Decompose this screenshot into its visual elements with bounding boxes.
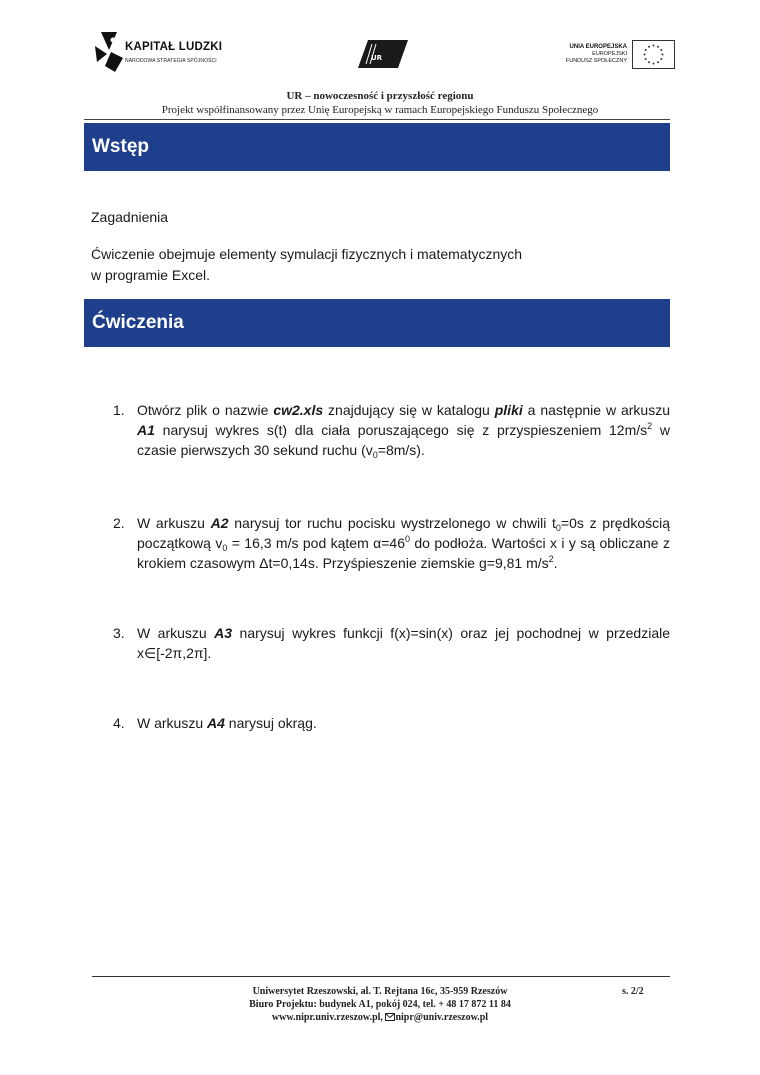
delta-symbol: Δ [259, 555, 269, 571]
sheet-name: A2 [210, 515, 229, 531]
kapital-ludzki-title: KAPITAŁ LUDZKI [125, 41, 223, 53]
file-name: cw2.xls [273, 402, 324, 418]
header-project-note: Projekt współfinansowany przez Unię Europejską w ramach Europejskiego Funduszu Społecznego [161, 104, 599, 116]
kapital-ludzki-subtitle: NARODOWA STRATEGIA SPÓJNOŚCI [125, 58, 217, 64]
footer-website[interactable]: www.nipr.univ.rzeszow.pl, [271, 1012, 386, 1023]
footer-contact [0, 1012, 760, 1023]
intro-text-line1: Ćwiczenie obejmuje elementy symulacji fizycznych i matematycznych [91, 246, 523, 262]
exercise-number: 2. [113, 515, 125, 531]
envelope-icon [385, 1013, 395, 1021]
eu-logo [565, 40, 675, 70]
sheet-name: A1 [137, 422, 155, 438]
folder-name: pliki [494, 402, 523, 418]
exercise-number: 1. [113, 402, 125, 418]
exercise-item-1: 1. Otwórz plik o nazwie cw2.xls znajdujący się w katalogu pliki a następnie w arkuszu A1 narysuj wykres s(t) dla ciała poruszającego się z przyspieszeniem $12m/s^2$ w czasie pierwszych 30 sekund ruchu $(v_0=8m/s)$. [113, 402, 670, 460]
kapital-ludzki-emblem-icon [95, 32, 125, 74]
intro-label: Zagadnienia [91, 209, 169, 225]
ur-logo [358, 40, 408, 68]
section-intro-heading: Wstęp [84, 123, 670, 171]
intro-text [91, 244, 651, 286]
eu-flag-icon [632, 40, 675, 69]
intro-text-line2: w programie Excel. [91, 267, 211, 283]
eu-line2: EUROPEJSKI [592, 51, 627, 57]
footer-email[interactable]: nipr@univ.rzeszow.pl [395, 1012, 489, 1023]
kapital-ludzki-logo [95, 32, 235, 74]
ur-emblem-icon [358, 40, 408, 68]
exercise-number: 3. [113, 625, 125, 641]
eu-logo-text [566, 44, 627, 65]
ur-logo-text: UR [371, 54, 383, 62]
section-exercises-heading: Ćwiczenia [84, 299, 670, 347]
sheet-name: A3 [214, 625, 233, 641]
page-number: s. 2/2 [622, 986, 644, 997]
sheet-name: A4 [207, 715, 225, 731]
exercise-item-3: 3. W arkuszu A3 narysuj wykres funkcji f(x)=sin(x) oraz jej pochodnej w przedziale x∈[-2π,2π]. [113, 625, 670, 661]
exercise-item-4: 4. W arkuszu A4 narysuj okrąg. [113, 715, 317, 731]
alpha-symbol: α [373, 535, 382, 551]
footer-divider [92, 976, 670, 977]
header-slogan: UR – nowoczesność i przyszłość regionu [286, 90, 474, 102]
eu-line3: FUNDUSZ SPOŁECZNY [565, 58, 627, 64]
eu-line1: UNIA EUROPEJSKA [569, 44, 627, 50]
footer-office: Biuro Projektu: budynek A1, pokój 024, tel. + 48 17 872 11 84 [249, 999, 511, 1010]
exercise-number: 4. [113, 715, 125, 731]
footer-address: Uniwersytet Rzeszowski, al. T. Rejtana 16c, 35-959 Rzeszów [252, 986, 508, 997]
header-divider [84, 119, 670, 120]
exercise-list [113, 400, 670, 733]
exercise-item-2: 2. W arkuszu A2 narysuj tor ruchu pocisku wystrzelonego w chwili $t_0=0s$ z prędkością początkową $v_0 = 16,3$ m/s pod kątem $\alpha=46^0$ do podłoża. Wartości x i y są obliczane z krokiem czasowym Δt=0,14s. Przyśpieszenie ziemskie g=9,81 $m/s^2$. [113, 515, 671, 571]
